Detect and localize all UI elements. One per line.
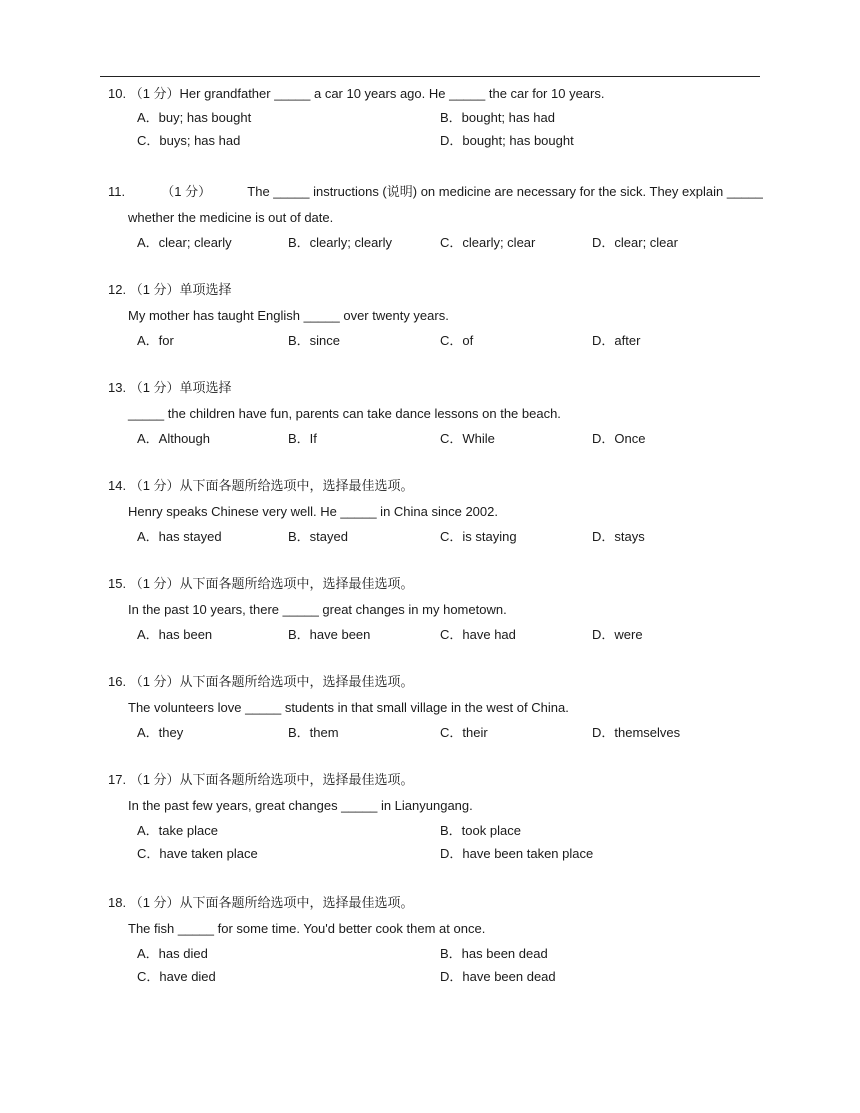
option-c[interactable] (440, 625, 516, 645)
option-letter: A． (137, 725, 159, 740)
option-text: clear; clearly (158, 235, 232, 250)
option-letter: D． (440, 846, 463, 861)
question-score: （1 分） (129, 772, 180, 787)
option-letter: B． (440, 823, 462, 838)
option-text: clearly; clearly (309, 235, 393, 250)
question-18 (108, 893, 763, 990)
option-d[interactable] (592, 723, 680, 743)
options (108, 944, 763, 990)
option-letter: C． (440, 529, 463, 544)
option-d[interactable] (592, 429, 645, 449)
option-c[interactable] (137, 967, 216, 987)
option-b[interactable] (440, 108, 555, 128)
question-text: 从下面各题所给选项中，选择最佳选项。 (179, 674, 414, 689)
option-letter: D． (592, 627, 615, 642)
option-letter: B． (288, 529, 310, 544)
question-text: The _____ instructions (说明) on medicine are necessary for the sick. They explain _____ (247, 184, 763, 199)
question-score: （1 分） (129, 282, 180, 297)
option-text: Although (158, 431, 210, 446)
option-letter: A． (137, 431, 159, 446)
question-header (108, 476, 763, 496)
option-text: after (614, 333, 641, 348)
question-13 (108, 378, 763, 449)
option-a[interactable] (137, 625, 212, 645)
option-text: themselves (614, 725, 681, 740)
question-score: （1 分） (129, 86, 180, 101)
option-text: were (614, 627, 643, 642)
question-text: Her grandfather _____ a car 10 years ago. He _____ the car for 10 years. (179, 86, 605, 101)
option-a[interactable] (137, 331, 174, 351)
question-15 (108, 574, 763, 645)
question-number: 18. (108, 895, 127, 910)
option-d[interactable] (592, 527, 645, 547)
option-letter: D． (592, 529, 615, 544)
question-text: 单项选择 (179, 380, 232, 395)
option-d[interactable] (592, 233, 678, 253)
question-stem: Henry speaks Chinese very well. He _____ in China since 2002. (128, 504, 498, 519)
option-letter: C． (440, 333, 463, 348)
option-text: has died (158, 946, 208, 961)
option-text: clear; clear (614, 235, 678, 250)
question-14 (108, 476, 763, 547)
option-d[interactable] (440, 967, 556, 987)
option-letter: D． (440, 969, 463, 984)
question-header (108, 280, 763, 300)
option-text: clearly; clear (462, 235, 536, 250)
option-b[interactable] (288, 723, 339, 743)
question-number: 16. (108, 674, 127, 689)
option-letter: D． (592, 333, 615, 348)
option-d[interactable] (592, 331, 640, 351)
options (108, 108, 763, 154)
option-a[interactable] (137, 429, 210, 449)
options (108, 527, 763, 547)
options (108, 331, 763, 351)
question-text: 单项选择 (179, 282, 232, 297)
question-header (108, 770, 763, 790)
option-text: have had (462, 627, 516, 642)
option-a[interactable] (137, 944, 208, 964)
option-b[interactable] (288, 331, 340, 351)
option-c[interactable] (440, 527, 517, 547)
option-letter: B． (440, 946, 462, 961)
option-text: have died (159, 969, 216, 984)
question-number: 12. (108, 282, 127, 297)
option-c[interactable] (440, 331, 473, 351)
option-a[interactable] (137, 527, 222, 547)
question-text: 从下面各题所给选项中，选择最佳选项。 (179, 576, 414, 591)
question-score: （1 分） (129, 895, 180, 910)
option-b[interactable] (288, 429, 317, 449)
question-score: （1 分） (129, 478, 180, 493)
option-text: has been (158, 627, 213, 642)
option-b[interactable] (288, 233, 392, 253)
option-letter: C． (440, 725, 463, 740)
question-header (108, 574, 763, 594)
option-letter: D． (592, 235, 615, 250)
option-b[interactable] (288, 625, 370, 645)
option-c[interactable] (137, 844, 258, 864)
option-a[interactable] (137, 233, 232, 253)
option-letter: B． (288, 627, 310, 642)
option-d[interactable] (440, 131, 574, 151)
question-number: 11. (108, 184, 126, 199)
options (108, 233, 763, 253)
option-text: for (158, 333, 174, 348)
option-text: took place (461, 823, 521, 838)
option-text: is staying (462, 529, 517, 544)
question-header (108, 84, 763, 104)
question-text-continuation: whether the medicine is out of date. (128, 210, 334, 225)
option-text: their (462, 725, 488, 740)
question-stem: In the past few years, great changes _____ in Lianyungang. (128, 798, 473, 813)
option-text: them (309, 725, 339, 740)
option-text: Once (614, 431, 646, 446)
options (108, 625, 763, 645)
option-text: have been dead (462, 969, 556, 984)
question-number: 10. (108, 86, 127, 101)
option-letter: A． (137, 946, 159, 961)
question-11 (108, 182, 763, 253)
option-a[interactable] (137, 821, 218, 841)
option-text: buys; has had (159, 133, 241, 148)
option-letter: B． (288, 431, 310, 446)
question-12 (108, 280, 763, 351)
option-letter: C． (440, 235, 463, 250)
option-letter: A． (137, 529, 159, 544)
question-stem: The fish _____ for some time. You'd better cook them at once. (128, 921, 486, 936)
option-text: bought; has bought (462, 133, 574, 148)
option-letter: B． (440, 110, 462, 125)
option-text: has stayed (158, 529, 222, 544)
option-letter: A． (137, 110, 159, 125)
question-stem: The volunteers love _____ students in that small village in the west of China. (128, 700, 569, 715)
option-a[interactable] (137, 108, 251, 128)
question-header (108, 182, 763, 202)
question-header (108, 893, 763, 913)
options (108, 429, 763, 449)
option-d[interactable] (440, 844, 593, 864)
option-text: While (462, 431, 495, 446)
option-text: buy; has bought (158, 110, 252, 125)
question-header (108, 378, 763, 398)
option-text: has been dead (461, 946, 548, 961)
header-rule (100, 76, 760, 77)
question-number: 17. (108, 772, 127, 787)
option-d[interactable] (592, 625, 643, 645)
question-17 (108, 770, 763, 867)
option-b[interactable] (440, 944, 548, 964)
option-letter: D． (592, 725, 615, 740)
option-text: they (158, 725, 184, 740)
question-number: 15. (108, 576, 127, 591)
option-text: stayed (309, 529, 348, 544)
option-letter: A． (137, 235, 159, 250)
question-score: （1 分） (129, 380, 180, 395)
option-letter: C． (137, 969, 160, 984)
option-letter: C． (137, 133, 160, 148)
question-stem: My mother has taught English _____ over twenty years. (128, 308, 449, 323)
option-letter: C． (137, 846, 160, 861)
question-number: 14. (108, 478, 127, 493)
option-letter: A． (137, 627, 159, 642)
question-header (108, 672, 763, 692)
option-c[interactable] (440, 233, 535, 253)
question-text: 从下面各题所给选项中，选择最佳选项。 (179, 478, 414, 493)
option-text: of (462, 333, 474, 348)
question-text: 从下面各题所给选项中，选择最佳选项。 (179, 772, 414, 787)
question-text: 从下面各题所给选项中，选择最佳选项。 (179, 895, 414, 910)
option-letter: A． (137, 823, 159, 838)
option-text: have been (309, 627, 371, 642)
options (108, 821, 763, 867)
option-letter: C． (440, 627, 463, 642)
option-text: have taken place (159, 846, 258, 861)
option-text: have been taken place (462, 846, 594, 861)
question-list (108, 84, 763, 990)
option-b[interactable] (440, 821, 521, 841)
option-b[interactable] (288, 527, 348, 547)
option-letter: B． (288, 725, 310, 740)
question-stem: In the past 10 years, there _____ great changes in my hometown. (128, 602, 507, 617)
question-score: （1 分） (129, 576, 180, 591)
option-c[interactable] (440, 429, 495, 449)
option-letter: C． (440, 431, 463, 446)
options (108, 723, 763, 743)
option-text: take place (158, 823, 218, 838)
question-number: 13. (108, 380, 127, 395)
option-a[interactable] (137, 723, 183, 743)
option-letter: D． (592, 431, 615, 446)
option-c[interactable] (137, 131, 240, 151)
option-text: bought; has had (461, 110, 555, 125)
question-16 (108, 672, 763, 743)
question-score: （1 分） (161, 184, 212, 199)
option-letter: D． (440, 133, 463, 148)
option-c[interactable] (440, 723, 488, 743)
question-score: （1 分） (129, 674, 180, 689)
option-letter: B． (288, 235, 310, 250)
option-letter: A． (137, 333, 159, 348)
option-letter: B． (288, 333, 310, 348)
option-text: If (309, 431, 317, 446)
question-stem: _____ the children have fun, parents can take dance lessons on the beach. (128, 406, 561, 421)
option-text: stays (614, 529, 645, 544)
option-text: since (309, 333, 341, 348)
question-10 (108, 84, 763, 154)
